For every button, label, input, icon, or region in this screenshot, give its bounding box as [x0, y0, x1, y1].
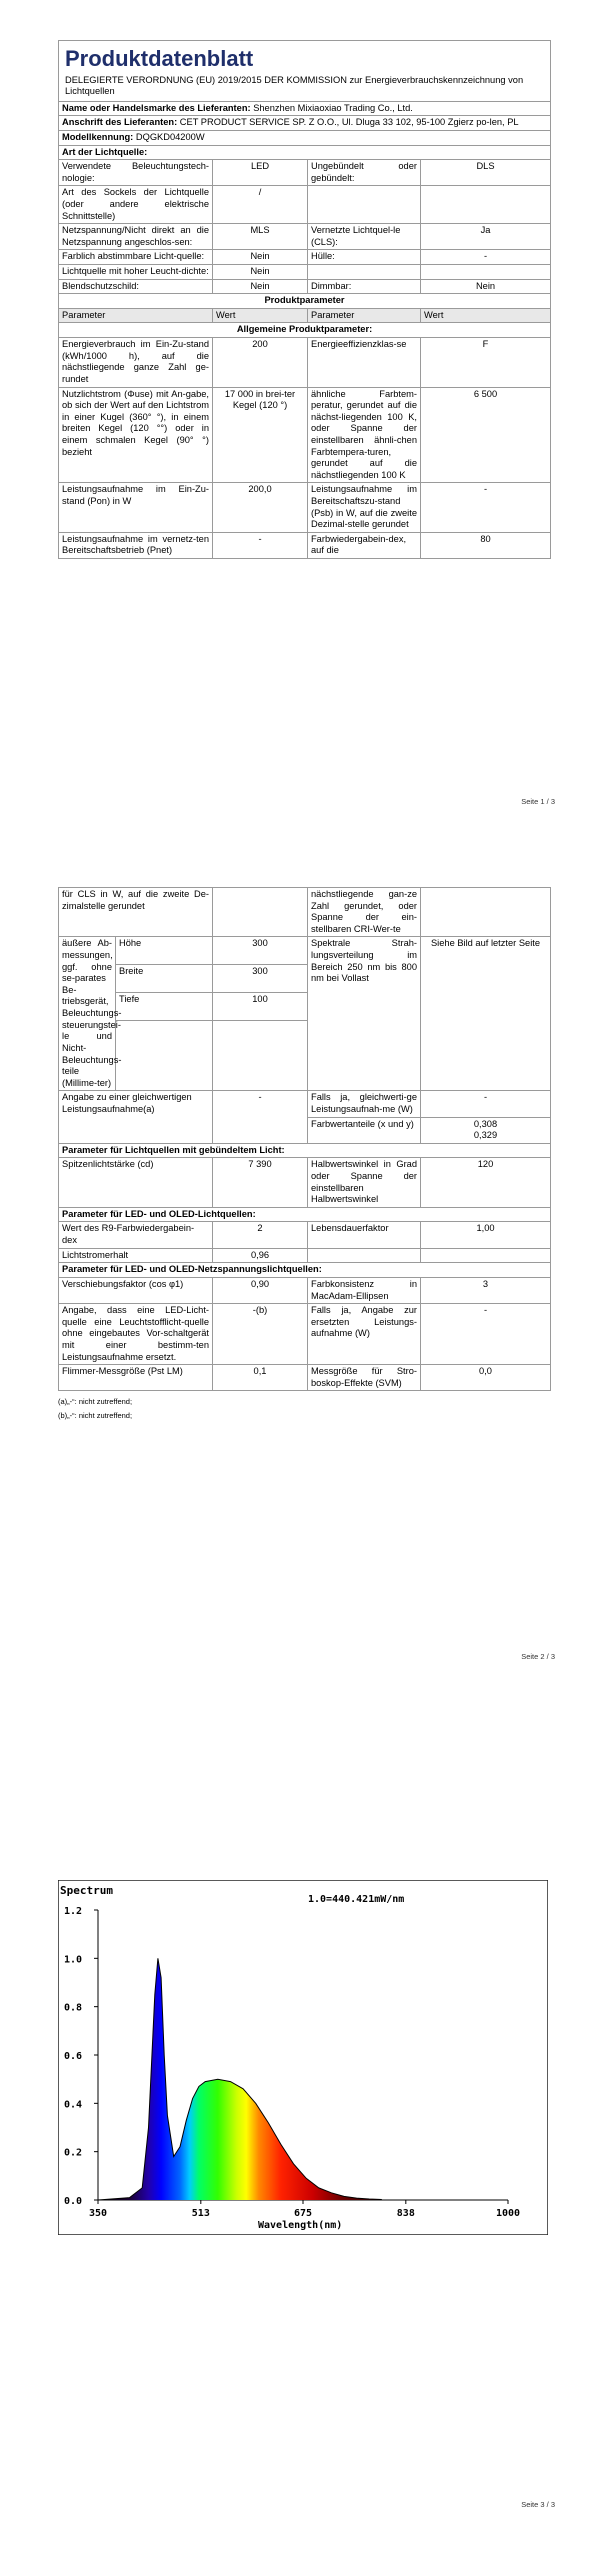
- spectral-label: Spektrale Strah-lungsverteilung im Bereich 250 nm bis 800 nm bei Vollast: [308, 937, 421, 1091]
- x-tick-label: 350: [88, 2208, 108, 2219]
- cell-value: Nein: [421, 279, 551, 294]
- dimensions-label: äußere Ab-messungen, ggf. ohne se-parates Be-triebsgerät, Beleuchtungs-steuerungstei-le und Nicht-Beleuchtungs-teile (Millime-ter): [59, 937, 116, 1091]
- led-header: Parameter für LED- und OLED-Lichtquellen:: [59, 1207, 551, 1222]
- cell-label: Verwendete Beleuchtungstech-nologie:: [59, 160, 213, 186]
- cell-label: Leistungsaufnahme im Ein-Zu-stand (Pon) in W: [59, 483, 213, 532]
- y-tick-label: 0.2: [64, 2147, 83, 2159]
- cell-label: [308, 265, 421, 280]
- table-row: [59, 532, 551, 558]
- page-2: [58, 887, 550, 1420]
- cell-label: Leistungsaufnahme im vernetz-ten Bereitschaftsbetrieb (Pnet): [59, 532, 213, 558]
- cell-label: Energieverbrauch im Ein-Zu-stand (kWh/1000 h), auf die nächstliegende ganze Zahl ge-rundet: [59, 338, 213, 387]
- spectrum-chart: [58, 1880, 548, 2235]
- col-param: Parameter: [59, 308, 213, 323]
- table-row: [59, 1248, 551, 1263]
- table-row: [59, 250, 551, 265]
- cell-value: 0,96: [213, 1248, 308, 1263]
- dim-depth-label: Tiefe: [116, 993, 213, 1021]
- chart-annotation: 1.0=440.421mW/nm: [308, 1894, 405, 1905]
- cell-label: ähnliche Farbtem-peratur, gerundet auf die nächst-liegenden 100 K, oder Spanne der einstellbaren ähnli-chen Farbtempera-turen, gerundet auf die nächstliegenden 100 K: [308, 387, 421, 483]
- cell-value: -(b): [213, 1304, 308, 1365]
- general-params-header: Allgemeine Produktparameter:: [59, 323, 551, 338]
- cell-label: Wert des R9-Farbwiedergabein-dex: [59, 1222, 213, 1248]
- cell-label: Farblich abstimmbare Licht-quelle:: [59, 250, 213, 265]
- light-source-type-header: Art der Lichtquelle:: [59, 145, 551, 160]
- dim-width-label: Breite: [116, 965, 213, 993]
- x-tick-label: 1000: [495, 2208, 521, 2219]
- cell-label: Vernetzte Lichtquel-le (CLS):: [308, 224, 421, 250]
- page-number-1: Seite 1 / 3: [521, 797, 555, 806]
- cell-value: [421, 186, 551, 224]
- cell-value: 200,0: [213, 483, 308, 532]
- cell-label: Netzspannung/Nicht direkt an die Netzspannung angeschlos-sen:: [59, 224, 213, 250]
- col-param: Parameter: [308, 308, 421, 323]
- cell-value: 0,1: [213, 1365, 308, 1391]
- cell-label: Farbkonsistenz in MacAdam-Ellipsen: [308, 1277, 421, 1303]
- y-tick-label: 0.8: [64, 2002, 83, 2014]
- cell-label: nächstliegende gan-ze Zahl gerundet, oder Spanne der ein-stellbaren CRI-Wer-te: [308, 888, 421, 937]
- cell-label: Halbwertswinkel in Grad oder Spanne der einstellbaren Halbwertswinkel: [308, 1158, 421, 1207]
- cell-label: Lebensdauerfaktor: [308, 1222, 421, 1248]
- footnote-a: (a)„-“: nicht zutreffend;: [58, 1397, 133, 1407]
- cell-label: Leistungsaufnahme im Bereitschaftszu-stand (Psb) in W, auf die zweite Dezimal-stelle gerundet: [308, 483, 421, 532]
- table-row: [59, 160, 551, 186]
- cell-label: Verschiebungsfaktor (cos φ1): [59, 1277, 213, 1303]
- page-number-2: Seite 2 / 3: [521, 1652, 555, 1661]
- col-value: Wert: [213, 308, 308, 323]
- cell-label: Art des Sockels der Lichtquelle (oder andere elektrische Schnittstelle): [59, 186, 213, 224]
- cell-label: Flimmer-Messgröße (Pst LM): [59, 1365, 213, 1391]
- chart-title: Spectrum: [60, 1884, 113, 1897]
- x-tick-label: 513: [191, 2208, 210, 2219]
- page-title: Produktdatenblatt: [65, 46, 254, 71]
- dim-height-label: Höhe: [116, 937, 213, 965]
- cell-value: [213, 888, 308, 937]
- footnote-b: (b)„-“: nicht zutreffend;: [58, 1410, 133, 1420]
- col-value: Wert: [421, 308, 551, 323]
- cell-label: Ungebündelt oder gebündelt:: [308, 160, 421, 186]
- mains-header: Parameter für LED- und OLED-Netzspannungslichtquellen:: [59, 1263, 551, 1278]
- cell-value: Nein: [213, 265, 308, 280]
- dim-height-value: 300: [213, 937, 308, 965]
- table-row: [59, 1277, 551, 1303]
- table-row: [59, 265, 551, 280]
- cell-label: für CLS in W, auf die zweite De-zimalstelle gerundet: [59, 888, 213, 937]
- y-tick-label: 1.0: [64, 1954, 83, 1966]
- cell-value: -: [421, 1091, 551, 1117]
- y-tick-label: 0.0: [64, 2196, 83, 2207]
- cell-label: Falls ja, Angabe zur ersetzten Leistungs-aufnahme (W): [308, 1304, 421, 1365]
- cell-label: Messgröße für Stro-boskop-Effekte (SVM): [308, 1365, 421, 1391]
- directional-header: Parameter für Lichtquellen mit gebündeltem Licht:: [59, 1143, 551, 1158]
- x-tick-label: 838: [396, 2208, 415, 2219]
- chromaticity-label: Farbwertanteile (x und y): [308, 1117, 421, 1143]
- table-row: [59, 937, 551, 965]
- cell-value: -: [421, 483, 551, 532]
- cell-value: -: [213, 532, 308, 558]
- cell-value: -: [421, 250, 551, 265]
- supplier-name-label: Name oder Handelsmarke des Lieferanten:: [62, 102, 251, 113]
- table-row: [59, 1304, 551, 1365]
- x-tick-label: 675: [293, 2208, 313, 2219]
- y-tick-label: 0.4: [64, 2099, 83, 2111]
- datasheet-table-page1: [58, 40, 551, 559]
- cell-value: DLS: [421, 160, 551, 186]
- cell-value: 17 000 in brei-ter Kegel (120 °): [213, 387, 308, 483]
- dim-depth-value: 100: [213, 993, 308, 1021]
- cell-value: 120: [421, 1158, 551, 1207]
- dim-width-value: 300: [213, 965, 308, 993]
- y-tick-label: 0.6: [64, 2051, 83, 2062]
- cell-label: Lichtstromerhalt: [59, 1248, 213, 1263]
- table-row: [59, 338, 551, 387]
- cell-value: F: [421, 338, 551, 387]
- cell-label: Farbwiedergabein-dex, auf die: [308, 532, 421, 558]
- chromaticity-y: 0,329: [473, 1130, 498, 1141]
- page-number-3: Seite 3 / 3: [521, 2500, 555, 2509]
- cell-value: /: [213, 186, 308, 224]
- cell-label: Hülle:: [308, 250, 421, 265]
- table-row: [59, 888, 551, 937]
- x-axis-label: Wavelength(nm): [258, 2220, 343, 2231]
- cell-value: 0,90: [213, 1277, 308, 1303]
- table-row: [59, 387, 551, 483]
- cell-value: 0,0: [421, 1365, 551, 1391]
- cell-value: 2: [213, 1222, 308, 1248]
- cell-label: Lichtquelle mit hoher Leucht-dichte:: [59, 265, 213, 280]
- spectral-value: Siehe Bild auf letzter Seite: [421, 937, 551, 1091]
- table-row: [59, 186, 551, 224]
- cell-label: Energieeffizienzklas-se: [308, 338, 421, 387]
- cell-value: 1,00: [421, 1222, 551, 1248]
- product-params-header: Produktparameter: [59, 294, 551, 309]
- cell-value: [421, 1248, 551, 1263]
- regulation-text: DELEGIERTE VERORDNUNG (EU) 2019/2015 DER KOMMISSION zur Energieverbrauchskennzeichnung von Lichtquellen: [65, 74, 524, 97]
- table-row: [59, 1091, 551, 1117]
- table-row: [59, 483, 551, 532]
- model-value: DQGKD04200W: [135, 131, 205, 142]
- cell-value: Nein: [213, 279, 308, 294]
- page-1: [58, 40, 550, 559]
- cell-value: Ja: [421, 224, 551, 250]
- supplier-address-label: Anschrift des Lieferanten:: [62, 117, 178, 128]
- model-label: Modellkennung:: [62, 131, 134, 142]
- table-row: [59, 224, 551, 250]
- cell-value: 7 390: [213, 1158, 308, 1207]
- cell-label: Blendschutzschild:: [59, 279, 213, 294]
- cell-label: Dimmbar:: [308, 279, 421, 294]
- chromaticity-x: 0,308: [473, 1118, 498, 1129]
- datasheet-table-page2: [58, 887, 551, 1391]
- cell-label: Angabe zu einer gleichwertigen Leistungsaufnahme(a): [59, 1091, 213, 1143]
- supplier-address-value: CET PRODUCT SERVICE SP. Z O.O., Ul. Dluga 33 102, 95-100 Zgierz po-len, PL: [179, 117, 519, 128]
- cell-label: Spitzenlichtstärke (cd): [59, 1158, 213, 1207]
- cell-value: 200: [213, 338, 308, 387]
- table-row: [59, 1222, 551, 1248]
- cell-value: -: [213, 1091, 308, 1143]
- cell-label: [308, 1248, 421, 1263]
- cell-value: Nein: [213, 250, 308, 265]
- cell-value: LED: [213, 160, 308, 186]
- cell-value: 6 500: [421, 387, 551, 483]
- cell-label: Nutzlichtstrom (Φuse) mit An-gabe, ob sich der Wert auf den Lichtstrom in einer Kugel (360° °), in einem breiten Kegel (120 °°) oder in einem schmalen Kegel (90° °) bezieht: [59, 387, 213, 483]
- cell-label: Angabe, dass eine LED-Licht-quelle eine Leuchtstofflicht-quelle ohne eingebautes Vor-schaltgerät mit einer bestimm-ten Leistungsaufnahme ersetzt.: [59, 1304, 213, 1365]
- cell-value: [421, 265, 551, 280]
- cell-value: 3: [421, 1277, 551, 1303]
- supplier-name-value: Shenzhen Mixiaoxiao Trading Co., Ltd.: [253, 102, 413, 113]
- cell-value: MLS: [213, 224, 308, 250]
- cell-value: -: [421, 1304, 551, 1365]
- cell-label: [308, 186, 421, 224]
- table-row: [59, 1158, 551, 1207]
- table-row: [59, 279, 551, 294]
- cell-label: Falls ja, gleichwerti-ge Leistungsaufnah-me (W): [308, 1091, 421, 1117]
- cell-value: [421, 888, 551, 937]
- y-tick-label: 1.2: [64, 1906, 83, 1917]
- table-row: [59, 1365, 551, 1391]
- cell-value: 80: [421, 532, 551, 558]
